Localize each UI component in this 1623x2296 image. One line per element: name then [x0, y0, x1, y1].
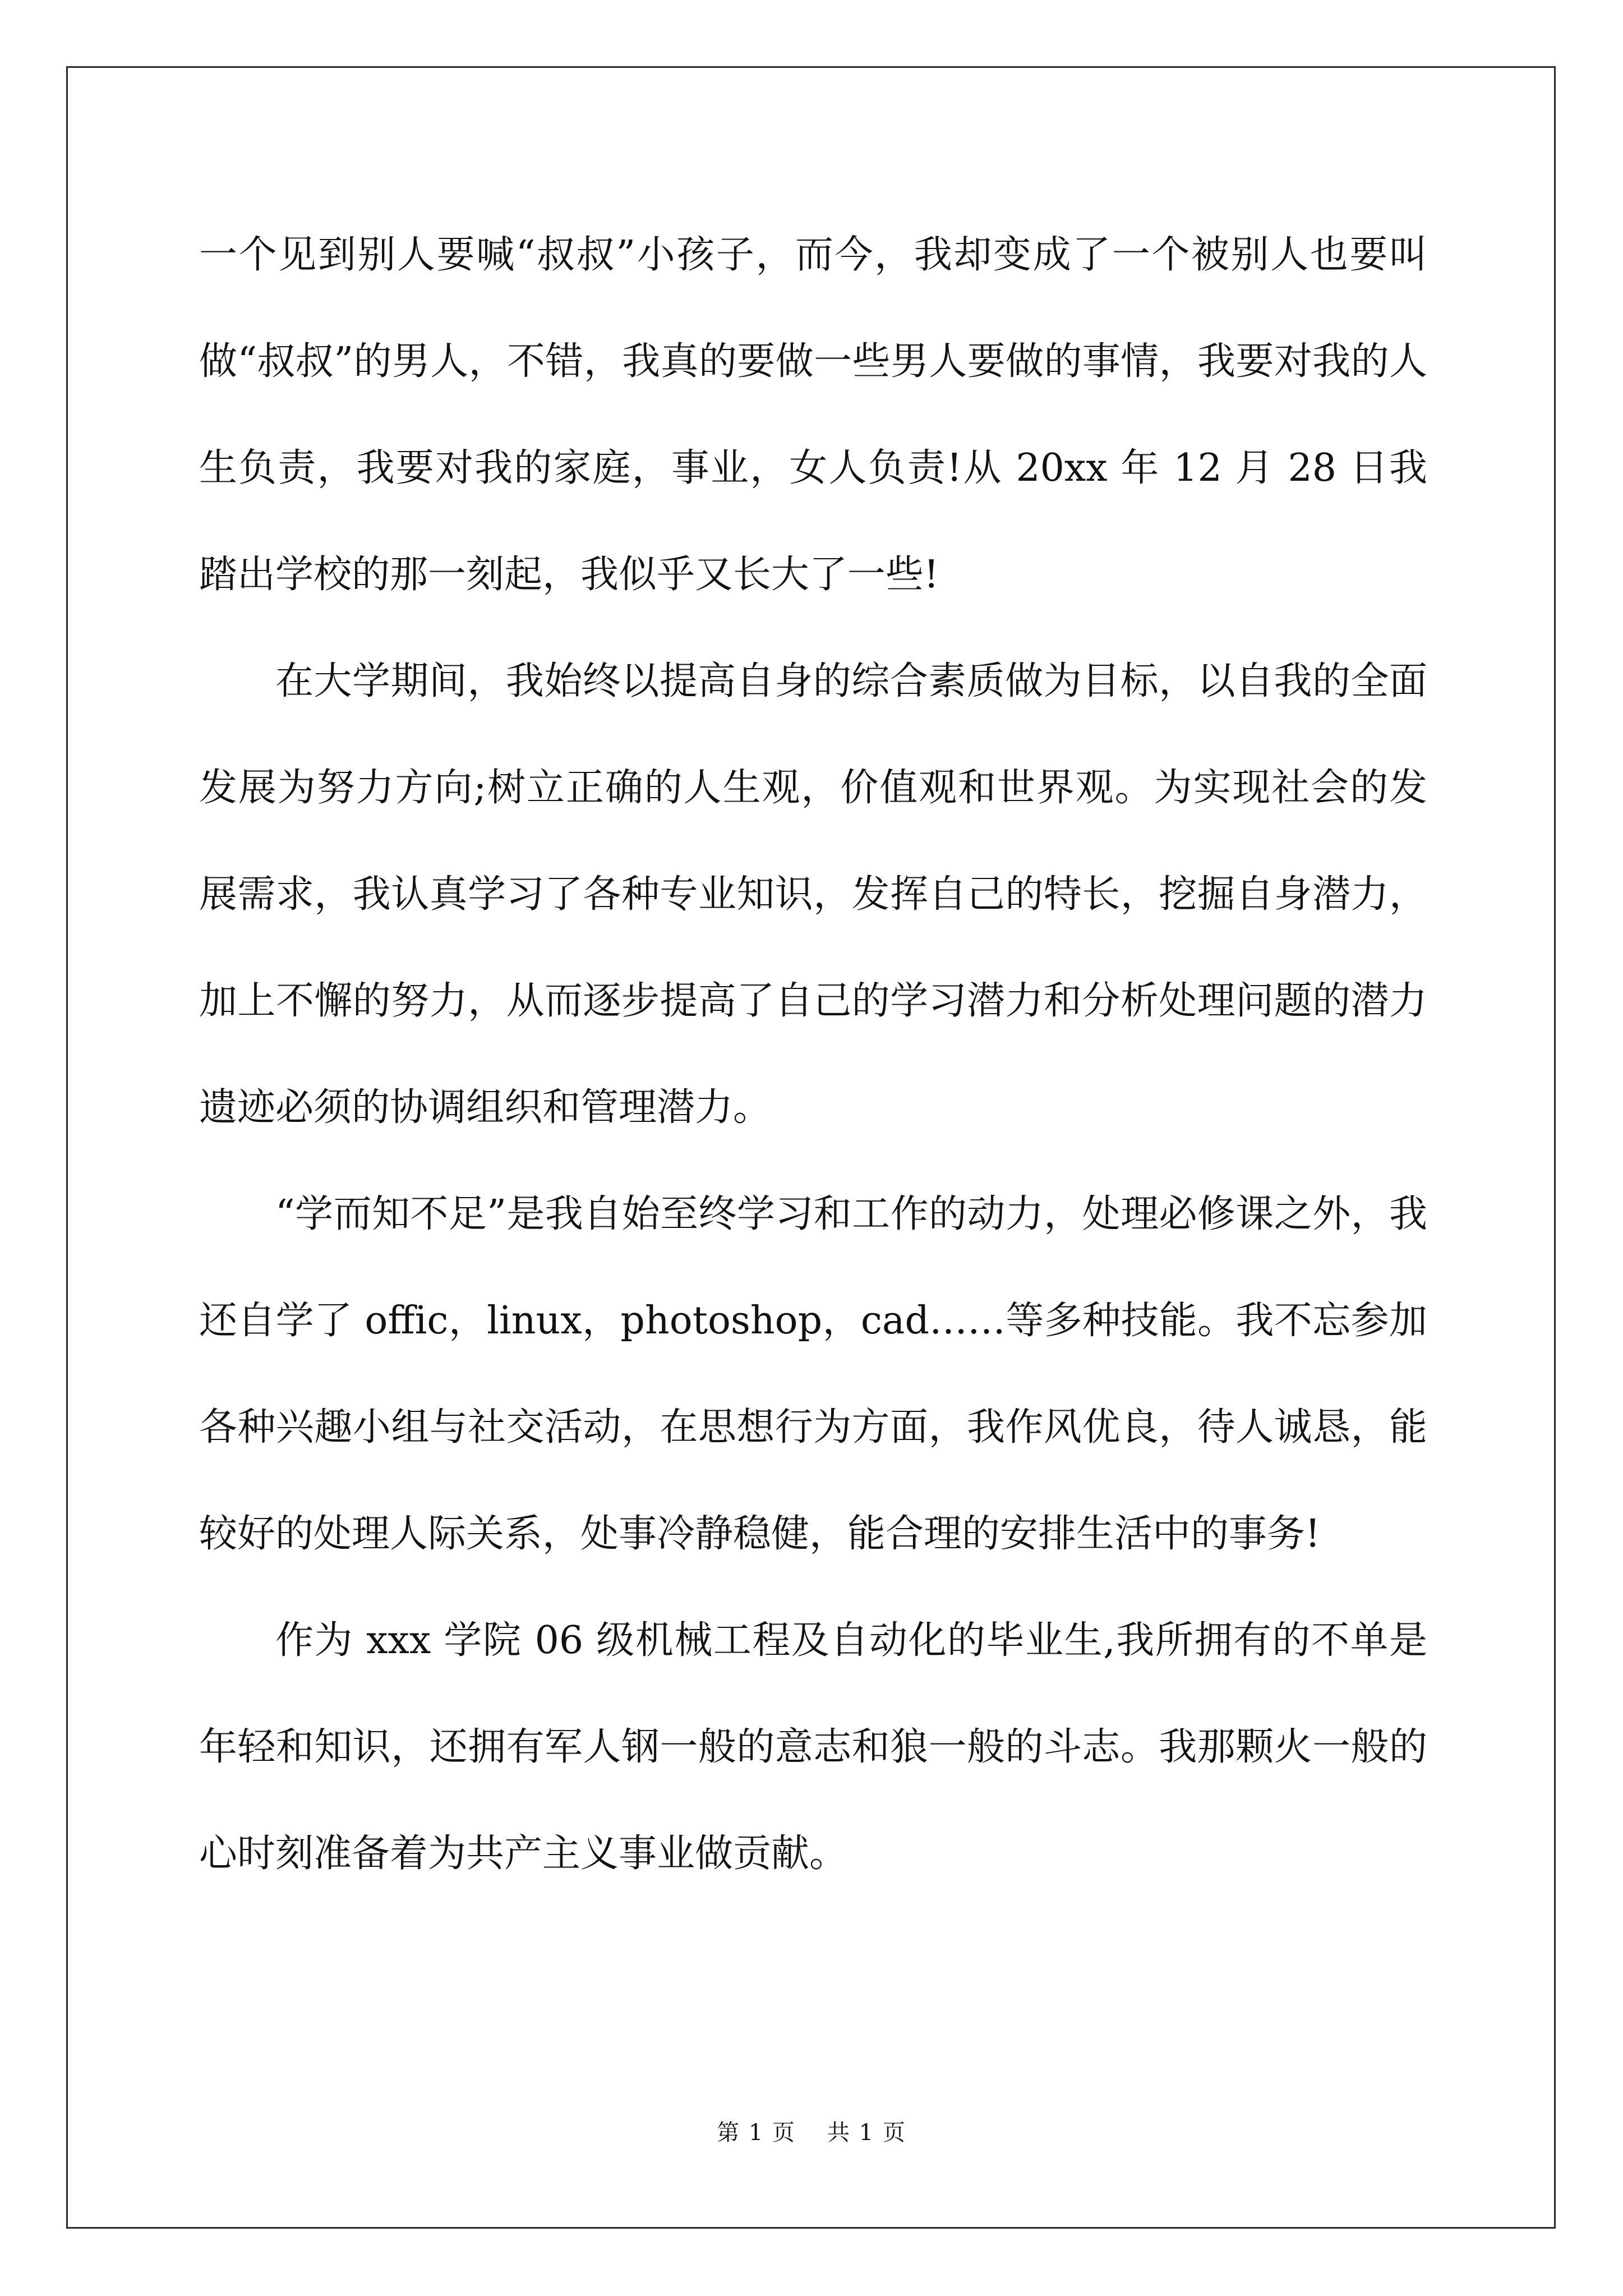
- page-number-current: 第 1 页: [717, 2120, 796, 2146]
- page-footer: [0, 2115, 1623, 2147]
- paragraph-2: 在大学期间，我始终以提高自身的综合素质做为目标，以自我的全面发展为努力方向;树立正确的人生观，价值观和世界观。为实现社会的发展需求，我认真学习了各种专业知识，发挥自己的特长，挖掘自身潜力，加上不懈的努力，从而逐步提高了自己的学习潜力和分析处理问题的潜力遗迹必须的协调组织和管理潜力。: [199, 659, 1427, 1130]
- paragraph-1: 一个见到别人要喊“叔叔”小孩子，而今，我却变成了一个被别人也要叫做“叔叔”的男人，不错，我真的要做一些男人要做的事情，我要对我的人生负责，我要对我的家庭，事业，女人负责!从 20xx 年 12 月 28 日我踏出学校的那一刻起，我似乎又长大了一些!: [199, 233, 1427, 597]
- paragraph-3: “学而知不足”是我自始至终学习和工作的动力，处理必修课之外，我还自学了 offic，linux，photoshop，cad……等多种技能。我不忘参加各种兴趣小组与社交活动，在思想行为方面，我作风优良，待人诚恳，能较好的处理人际关系，处事冷静稳健，能合理的安排生活中的事务!: [199, 1192, 1427, 1556]
- page-number-total: 共 1 页: [827, 2120, 906, 2146]
- paragraph-4: 作为 xxx 学院 06 级机械工程及自动化的毕业生,我所拥有的不单是年轻和知识，还拥有军人钢一般的意志和狼一般的斗志。我那颗火一般的心时刻准备着为共产主义事业做贡献。: [199, 1618, 1427, 1876]
- document-body: [199, 202, 1427, 1907]
